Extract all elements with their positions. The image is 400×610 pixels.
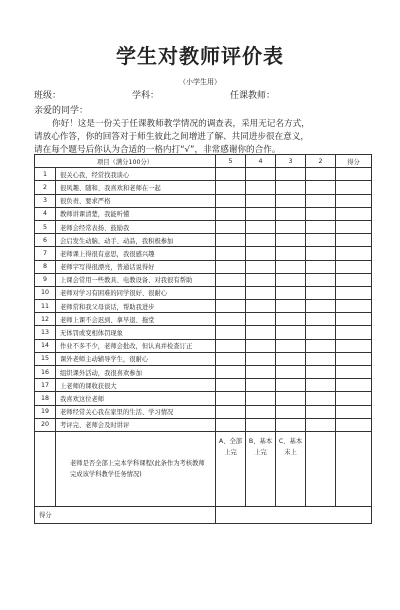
score-3-cell[interactable] (276, 273, 306, 286)
header-item: 项目（满分100分） (35, 155, 216, 168)
score-2-cell[interactable] (306, 220, 336, 233)
header-total: 得分 (336, 155, 372, 168)
completion-score[interactable] (336, 431, 372, 506)
row-item: 老师经常关心我在家里的生活、学习情况 (56, 405, 216, 418)
score-2-cell[interactable] (306, 207, 336, 220)
form-title: 学生对教师评价表 (116, 44, 284, 68)
table-row (35, 194, 372, 207)
row-total-cell[interactable] (336, 286, 372, 299)
score-3-cell[interactable] (276, 405, 306, 418)
score-5-cell[interactable] (216, 181, 246, 194)
score-2-cell[interactable] (306, 339, 336, 352)
row-total-cell[interactable] (336, 220, 372, 233)
score-4-cell[interactable] (246, 168, 276, 181)
score-3-cell[interactable] (276, 168, 306, 181)
score-3-cell[interactable] (276, 392, 306, 405)
row-total-cell[interactable] (336, 194, 372, 207)
row-total-cell[interactable] (336, 207, 372, 220)
score-4-cell[interactable] (246, 326, 276, 339)
score-5-cell[interactable] (216, 300, 246, 313)
row-total-cell[interactable] (336, 339, 372, 352)
intro-line: 你好！这是一份关于任课教师教学情况的调查表，采用无记名方式， (52, 119, 310, 129)
intro-line: 请放心作答，你的回答对于师生彼此之间增进了解、共同进步很在意义， (34, 132, 310, 142)
row-number: 19 (35, 405, 56, 418)
row-number: 4 (35, 207, 56, 220)
score-4-cell[interactable] (246, 392, 276, 405)
table-row (35, 366, 372, 379)
score-2-cell[interactable] (306, 392, 336, 405)
score-2-cell[interactable] (306, 313, 336, 326)
table-row (35, 234, 372, 247)
row-total-cell[interactable] (336, 352, 372, 365)
table-row (35, 352, 372, 365)
score-5-cell[interactable] (216, 339, 246, 352)
row-number: 17 (35, 379, 56, 392)
completion-blank (35, 431, 56, 506)
score-5-cell[interactable] (216, 260, 246, 273)
row-total-cell[interactable] (336, 313, 372, 326)
score-3-cell[interactable] (276, 247, 306, 260)
score-4-cell[interactable] (246, 339, 276, 352)
score-4-cell[interactable] (246, 300, 276, 313)
row-item: 老师上课不会迟到、拿早退、拖堂 (56, 313, 216, 326)
row-item: 组织课外活动，我很喜欢参加 (56, 366, 216, 379)
table-row (35, 181, 372, 194)
score-5-cell[interactable] (216, 405, 246, 418)
completion-empty (306, 431, 336, 506)
row-item: 会启发生动脑、动手、动品，我积极参加 (56, 234, 216, 247)
row-number: 5 (35, 220, 56, 233)
row-number: 18 (35, 392, 56, 405)
score-3-cell[interactable] (276, 207, 306, 220)
score-3-cell[interactable] (276, 300, 306, 313)
score-4-cell[interactable] (246, 313, 276, 326)
teacher-label: 任课教师： (230, 91, 276, 101)
score-2-cell[interactable] (306, 300, 336, 313)
score-3-cell[interactable] (276, 220, 306, 233)
row-total-cell[interactable] (336, 234, 372, 247)
row-item: 考评完、老师会及时讲评 (56, 418, 216, 431)
row-item: 老师对学习有困难的同学很好、很耐心 (56, 286, 216, 299)
score-3-cell[interactable] (276, 352, 306, 365)
table-row (35, 207, 372, 220)
score-2-cell[interactable] (306, 418, 336, 431)
score-5-cell[interactable] (216, 379, 246, 392)
header-score-4: 4 (246, 155, 276, 168)
table-row (35, 379, 372, 392)
score-2-cell[interactable] (306, 194, 336, 207)
row-number: 13 (35, 326, 56, 339)
score-5-cell[interactable] (216, 234, 246, 247)
score-4-cell[interactable] (246, 418, 276, 431)
row-item: 作业不多不少，老师会批改，但认真并检查订正 (56, 339, 216, 352)
row-number: 9 (35, 273, 56, 286)
score-3-cell[interactable] (276, 313, 306, 326)
score-5-cell[interactable] (216, 273, 246, 286)
table-row (35, 392, 372, 405)
score-4-cell[interactable] (246, 286, 276, 299)
row-number: 2 (35, 181, 56, 194)
score-5-cell[interactable] (216, 392, 246, 405)
table-row (35, 286, 372, 299)
row-item: 很负责、要求严格 (56, 194, 216, 207)
score-4-cell[interactable] (246, 234, 276, 247)
row-total-cell[interactable] (336, 273, 372, 286)
row-item: 老师会经常表扬、鼓励我 (56, 220, 216, 233)
row-number: 7 (35, 247, 56, 260)
header-score-2: 2 (306, 155, 336, 168)
row-number: 14 (35, 339, 56, 352)
intro-line: 请在每个题号后你认为合适的一格内打“√”，非常感谢你的合作。 (34, 145, 281, 155)
table-row (35, 326, 372, 339)
table-header-row (35, 155, 372, 168)
table-row (35, 220, 372, 233)
score-3-cell[interactable] (276, 194, 306, 207)
score-4-cell[interactable] (246, 352, 276, 365)
score-5-cell[interactable] (216, 418, 246, 431)
total-label: 得分 (35, 506, 216, 523)
row-item: 上课会常用一些教具、电教设备、对我很有帮助 (56, 273, 216, 286)
row-total-cell[interactable] (336, 418, 372, 431)
table-row (35, 418, 372, 431)
intro-paragraph (34, 118, 372, 157)
score-4-cell[interactable] (246, 379, 276, 392)
score-2-cell[interactable] (306, 273, 336, 286)
row-number: 15 (35, 352, 56, 365)
score-3-cell[interactable] (276, 326, 306, 339)
table-row (35, 300, 372, 313)
score-5-cell[interactable] (216, 352, 246, 365)
table-row (35, 247, 372, 260)
row-total-cell[interactable] (336, 392, 372, 405)
row-total-cell[interactable] (336, 260, 372, 273)
form-subtitle: （小学生用） (179, 78, 221, 86)
score-5-cell[interactable] (216, 313, 246, 326)
completion-question: 老师是否全部上完本学科课程(此条作为考核教师完成该学科教学任务情况) (56, 431, 216, 506)
score-5-cell[interactable] (216, 247, 246, 260)
score-4-cell[interactable] (246, 405, 276, 418)
option-b[interactable]: B、基本上完 (246, 431, 276, 506)
score-5-cell[interactable] (216, 220, 246, 233)
score-2-cell[interactable] (306, 260, 336, 273)
header-score-5: 5 (216, 155, 246, 168)
score-4-cell[interactable] (246, 194, 276, 207)
score-4-cell[interactable] (246, 181, 276, 194)
score-2-cell[interactable] (306, 286, 336, 299)
row-total-cell[interactable] (336, 300, 372, 313)
row-item: 老师课上得很有意思，我很感兴趣 (56, 247, 216, 260)
score-5-cell[interactable] (216, 207, 246, 220)
table-row (35, 339, 372, 352)
score-3-cell[interactable] (276, 260, 306, 273)
row-item: 教师讲课清楚，我能听懂 (56, 207, 216, 220)
row-number: 12 (35, 313, 56, 326)
row-item: 我喜欢这位老师 (56, 392, 216, 405)
score-5-cell[interactable] (216, 168, 246, 181)
row-number: 6 (35, 234, 56, 247)
row-item: 上老师的课收获很大 (56, 379, 216, 392)
score-2-cell[interactable] (306, 352, 336, 365)
score-2-cell[interactable] (306, 326, 336, 339)
row-item: 很风趣、随和、我喜欢和老师在一起 (56, 181, 216, 194)
score-5-cell[interactable] (216, 366, 246, 379)
score-2-cell[interactable] (306, 366, 336, 379)
row-item: 老师常和我父母谈话，帮助我进步 (56, 300, 216, 313)
table-row (35, 313, 372, 326)
score-3-cell[interactable] (276, 181, 306, 194)
row-total-cell[interactable] (336, 326, 372, 339)
score-4-cell[interactable] (246, 220, 276, 233)
info-fields (34, 88, 374, 102)
row-item: 老师字写得很漂亮，普通话说得好 (56, 260, 216, 273)
score-3-cell[interactable] (276, 234, 306, 247)
table-row (35, 273, 372, 286)
row-total-cell[interactable] (336, 405, 372, 418)
evaluation-table (34, 154, 372, 524)
score-4-cell[interactable] (246, 260, 276, 273)
class-label: 班级： (34, 91, 62, 101)
score-2-cell[interactable] (306, 234, 336, 247)
row-number: 16 (35, 366, 56, 379)
table-row (35, 260, 372, 273)
score-2-cell[interactable] (306, 247, 336, 260)
row-item: 无体罚或变相体罚现象 (56, 326, 216, 339)
score-3-cell[interactable] (276, 418, 306, 431)
row-number: 8 (35, 260, 56, 273)
score-2-cell[interactable] (306, 168, 336, 181)
score-4-cell[interactable] (246, 366, 276, 379)
score-3-cell[interactable] (276, 366, 306, 379)
row-total-cell[interactable] (336, 181, 372, 194)
score-2-cell[interactable] (306, 181, 336, 194)
score-5-cell[interactable] (216, 194, 246, 207)
row-number: 11 (35, 300, 56, 313)
subject-label: 学科： (132, 91, 160, 101)
option-c[interactable]: C、基本未上 (276, 431, 306, 506)
row-number: 3 (35, 194, 56, 207)
score-4-cell[interactable] (246, 273, 276, 286)
row-total-cell[interactable] (336, 247, 372, 260)
row-total-cell[interactable] (336, 366, 372, 379)
row-number: 1 (35, 168, 56, 181)
score-3-cell[interactable] (276, 339, 306, 352)
score-3-cell[interactable] (276, 286, 306, 299)
total-row (35, 506, 372, 523)
row-total-cell[interactable] (336, 379, 372, 392)
score-4-cell[interactable] (246, 207, 276, 220)
table-row (35, 405, 372, 418)
row-item: 课外老师主动辅导学生，很耐心 (56, 352, 216, 365)
score-4-cell[interactable] (246, 247, 276, 260)
table-row (35, 168, 372, 181)
score-2-cell[interactable] (306, 379, 336, 392)
greeting: 亲爱的同学： (34, 106, 89, 116)
total-score-cell[interactable] (216, 506, 372, 523)
row-number: 10 (35, 286, 56, 299)
score-5-cell[interactable] (216, 286, 246, 299)
option-a[interactable]: A、全部上完 (216, 431, 246, 506)
row-total-cell[interactable] (336, 168, 372, 181)
score-3-cell[interactable] (276, 379, 306, 392)
header-score-3: 3 (276, 155, 306, 168)
row-number: 20 (35, 418, 56, 431)
score-2-cell[interactable] (306, 405, 336, 418)
row-item: 很关心我，经常找我谈心 (56, 168, 216, 181)
completion-row (35, 431, 372, 506)
score-5-cell[interactable] (216, 326, 246, 339)
